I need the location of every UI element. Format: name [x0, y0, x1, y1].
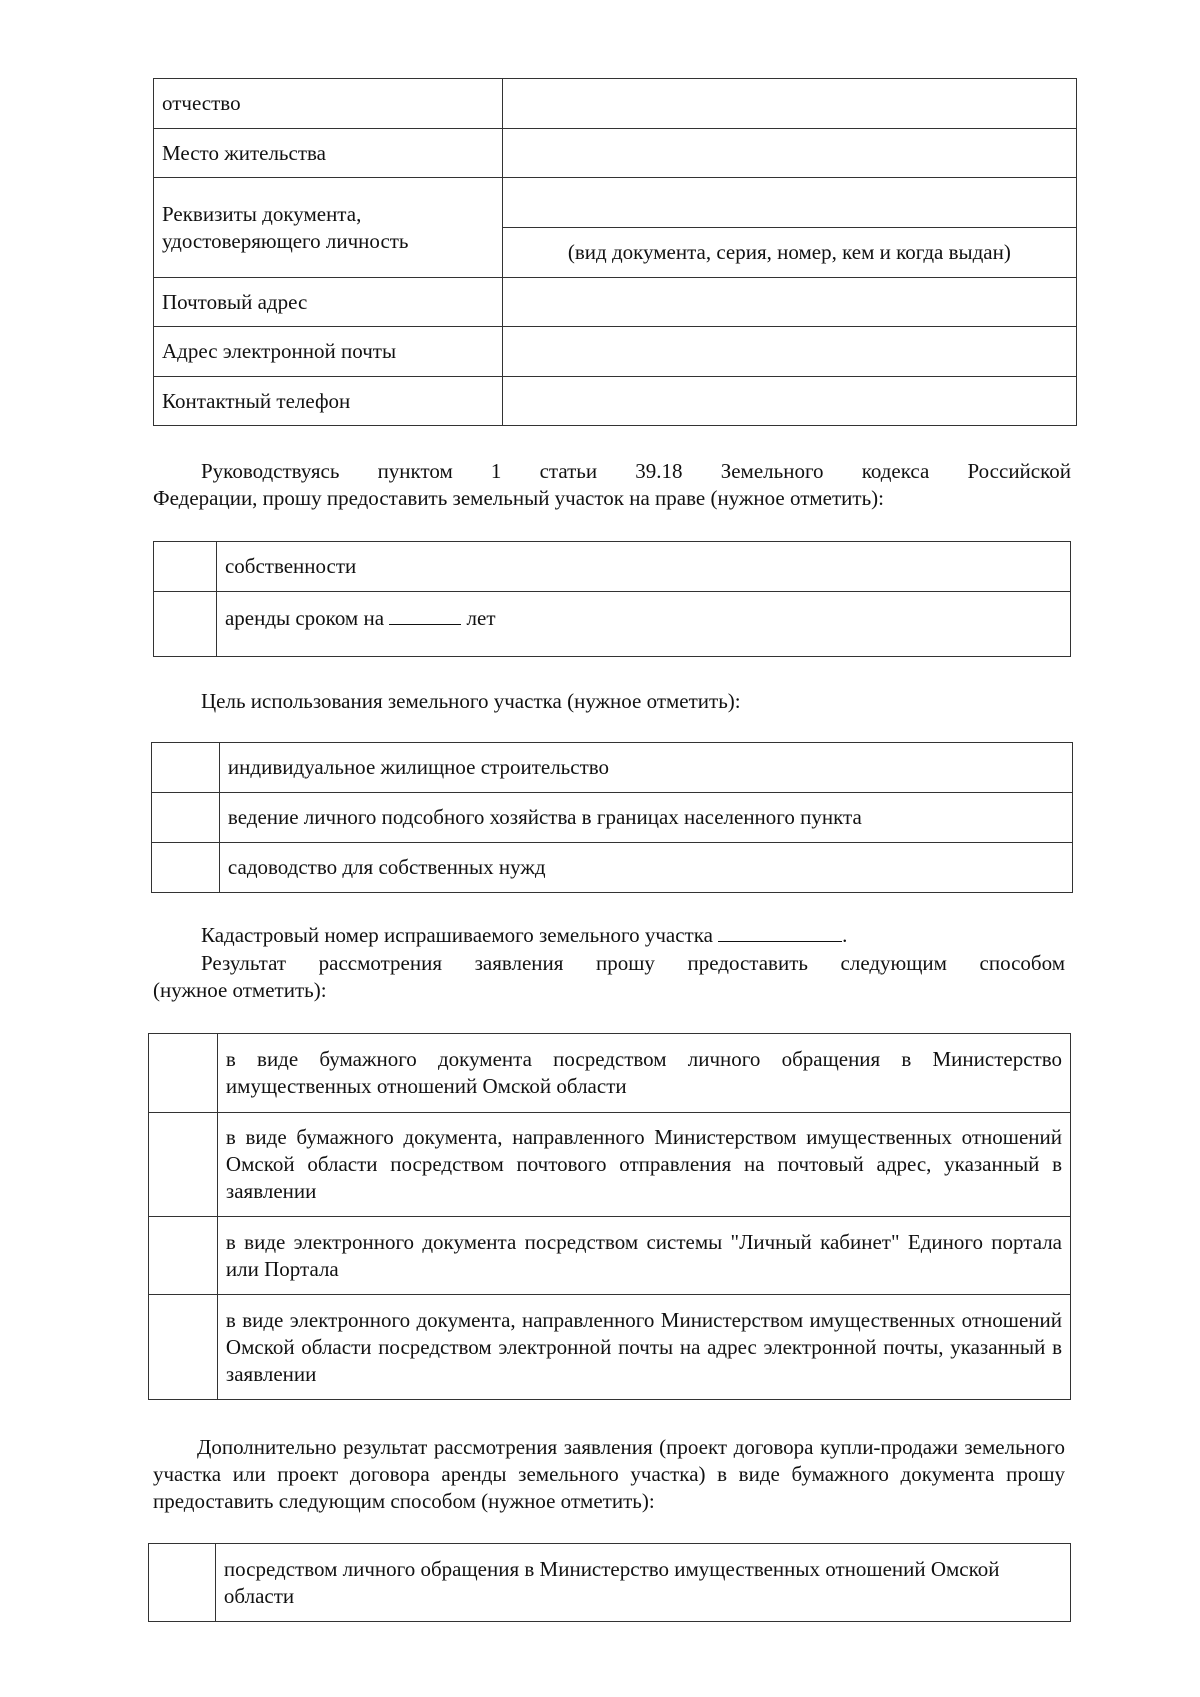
cadastral-number-field[interactable]: [718, 941, 842, 942]
field-label: Почтовый адрес: [154, 278, 503, 327]
table-row: [154, 592, 1071, 657]
lease-years-field[interactable]: [389, 624, 461, 625]
period: .: [842, 923, 848, 947]
postal-address-field[interactable]: [502, 278, 1076, 327]
applicant-info-table: [153, 78, 1077, 426]
table-row: [154, 278, 1077, 327]
patronymic-field[interactable]: [502, 79, 1076, 129]
cadastral-label: Кадастровый номер испрашиваемого земельного участка: [201, 923, 713, 947]
email-field[interactable]: [502, 327, 1076, 377]
id-document-field[interactable]: [502, 178, 1076, 228]
paragraph-line: Руководствуясь пунктом 1 статьи 39.18 Земельного кодекса Российской: [201, 459, 1071, 483]
option-label: ведение личного подсобного хозяйства в границах населенного пункта: [219, 793, 1072, 843]
cadastral-line: [201, 922, 1071, 949]
table-row: [154, 327, 1077, 377]
intro-paragraph: [153, 458, 1071, 512]
option-label: индивидуальное жилищное строительство: [219, 743, 1072, 793]
field-label: Адрес электронной почты: [154, 327, 503, 377]
option-label: в виде бумажного документа, направленного Министерством имущественных отношений Омской области посредством почтового отправления на почтовый адрес, указанный в заявлении: [217, 1113, 1070, 1217]
table-row: [152, 843, 1073, 893]
paragraph-line: (нужное отметить):: [153, 978, 327, 1002]
result-checkbox[interactable]: [149, 1217, 218, 1295]
table-row: [152, 793, 1073, 843]
table-row: [154, 178, 1077, 228]
additional-checkbox[interactable]: [149, 1544, 216, 1622]
result-method-table: [148, 1033, 1071, 1400]
table-row: [149, 1113, 1071, 1217]
right-type-table: [153, 541, 1071, 657]
ownership-checkbox[interactable]: [154, 542, 217, 592]
table-row: [149, 1544, 1071, 1622]
option-label: в виде бумажного документа посредством личного обращения в Министерство имущественных отношений Омской области: [217, 1034, 1070, 1113]
option-label: в виде электронного документа посредством системы "Личный кабинет" Единого портала или Портала: [217, 1217, 1070, 1295]
option-label: посредством личного обращения в Министерство имущественных отношений Омской области: [215, 1544, 1070, 1622]
table-row: [149, 1217, 1071, 1295]
table-row: [154, 129, 1077, 178]
result-checkbox[interactable]: [149, 1295, 218, 1400]
result-checkbox[interactable]: [149, 1113, 218, 1217]
label-line: Реквизиты документа,: [162, 201, 362, 226]
purpose-checkbox[interactable]: [152, 793, 220, 843]
table-row: [154, 542, 1071, 592]
lease-label-suffix: лет: [466, 606, 496, 630]
purpose-checkbox[interactable]: [152, 743, 220, 793]
paragraph-line: Федерации, прошу предоставить земельный участок на праве (нужное отметить):: [153, 486, 885, 510]
table-row: [149, 1295, 1071, 1400]
option-label: [216, 592, 1070, 657]
lease-label-prefix: аренды сроком на: [224, 606, 385, 630]
residence-field[interactable]: [502, 129, 1076, 178]
result-paragraph: [153, 950, 1065, 1004]
lease-checkbox[interactable]: [154, 592, 217, 657]
option-label: садоводство для собственных нужд: [219, 843, 1072, 893]
result-checkbox[interactable]: [149, 1034, 218, 1113]
field-label: отчество: [154, 79, 503, 129]
field-label: Место жительства: [154, 129, 503, 178]
option-label: в виде электронного документа, направленного Министерством имущественных отношений Омской области посредством электронной почты на адрес электронной почты, указанный в заявлении: [217, 1295, 1070, 1400]
table-row: [154, 377, 1077, 426]
purpose-table: [151, 742, 1073, 893]
purpose-checkbox[interactable]: [152, 843, 220, 893]
paragraph-line: Результат рассмотрения заявления прошу предоставить следующим способом: [201, 951, 1065, 975]
table-row: [152, 743, 1073, 793]
id-document-hint: (вид документа, серия, номер, кем и когда выдан): [502, 228, 1076, 278]
field-label: [154, 178, 503, 278]
option-label: собственности: [216, 542, 1070, 592]
field-label: Контактный телефон: [154, 377, 503, 426]
table-row: [149, 1034, 1071, 1113]
table-row: [154, 79, 1077, 129]
purpose-heading: Цель использования земельного участка (нужное отметить):: [201, 689, 741, 713]
additional-paragraph: Дополнительно результат рассмотрения заявления (проект договора купли-продажи земельного участка или проект договора аренды земельного участка) в виде бумажного документа прошу предоставить следующим способом (нужное отметить):: [153, 1435, 1065, 1513]
label-line: удостоверяющего личность: [162, 228, 409, 253]
phone-field[interactable]: [502, 377, 1076, 426]
additional-method-table: [148, 1543, 1071, 1622]
